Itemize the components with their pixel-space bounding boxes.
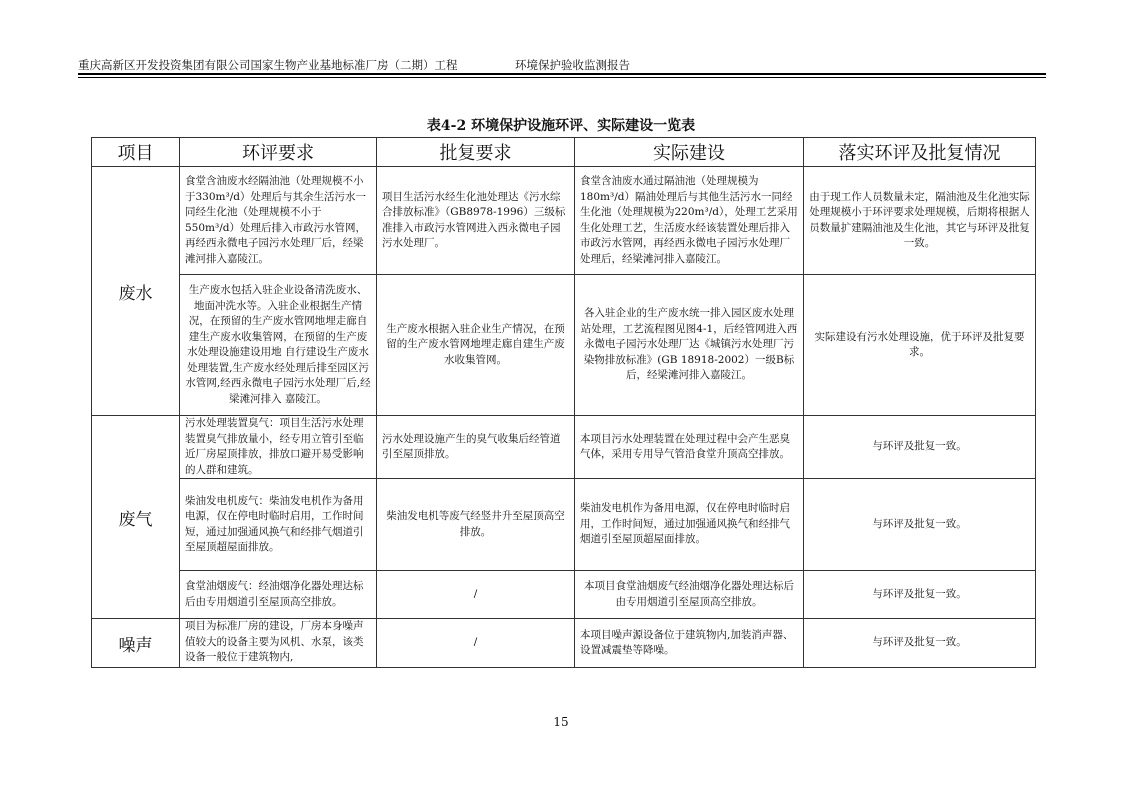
table-row <box>92 619 1036 668</box>
implementation-status-cell: 与环评及批复一致。 <box>804 571 1036 619</box>
actual-construction-cell: 食堂含油废水通过隔油池（处理规模为180m³/d）隔油处理后与其他生活污水一同经生化池（处理规模为220m³/d），处理工艺采用生化处理工艺，生活废水经该装置处理后排入市政污水管网，再经西永微电子园污水处理厂处理后，经梁滩河排入嘉陵江。 <box>575 167 804 275</box>
category-noise: 噪声 <box>92 619 180 668</box>
header-rule-thick <box>78 73 1046 75</box>
category-exhaust-gas: 废气 <box>92 416 180 619</box>
header-report-name: 环境保护验收监测报告 <box>515 58 630 72</box>
table-header-row <box>92 138 1036 167</box>
approval-requirement-cell: 柴油发电机等废气经竖井升至屋顶高空排放。 <box>377 479 575 571</box>
column-header-implementation-status: 落实环评及批复情况 <box>804 138 1036 167</box>
page-header <box>78 57 1046 73</box>
approval-requirement-cell: 生产废水根据入驻企业生产情况，在预留的生产废水管网地埋走廊自建生产废水收集管网。 <box>377 275 575 416</box>
category-wastewater: 废水 <box>92 167 180 416</box>
approval-requirement-cell: 项目生活污水经生化池处理达《污水综合排放标准》（GB8978-1996）三级标准排入市政污水管网进入西永微电子园污水处理厂。 <box>377 167 575 275</box>
table-row <box>92 479 1036 571</box>
approval-requirement-cell: 污水处理设施产生的臭气收集后经管道引至屋顶排放。 <box>377 416 575 479</box>
page-number: 15 <box>553 715 569 729</box>
actual-construction-cell: 各入驻企业的生产废水统一排入园区废水处理站处理，工艺流程图见图4-1，后经管网进入西永微电子园污水处理厂达《城镇污水处理厂污染物排放标准》(GB 18918-2002）一级B标后，经梁滩河排入嘉陵江。 <box>575 275 804 416</box>
approval-requirement-cell: / <box>377 619 575 668</box>
actual-construction-cell: 本项目食堂油烟废气经油烟净化器处理达标后由专用烟道引至屋顶高空排放。 <box>575 571 804 619</box>
eia-requirement-cell: 食堂油烟废气：经油烟净化器处理达标后由专用烟道引至屋顶高空排放。 <box>180 571 377 619</box>
environmental-facilities-table <box>91 137 1036 668</box>
implementation-status-cell: 与环评及批复一致。 <box>804 619 1036 668</box>
header-company-project: 重庆高新区开发投资集团有限公司国家生物产业基地标准厂房（二期）工程 <box>78 58 458 72</box>
column-header-approval-requirement: 批复要求 <box>377 138 575 167</box>
actual-construction-cell: 本项目污水处理装置在处理过程中会产生恶臭气体，采用专用导气管沿食堂升顶高空排放。 <box>575 416 804 479</box>
implementation-status-cell: 实际建设有污水处理设施，优于环评及批复要求。 <box>804 275 1036 416</box>
column-header-item: 项目 <box>92 138 180 167</box>
table-row <box>92 167 1036 275</box>
implementation-status-cell: 与环评及批复一致。 <box>804 416 1036 479</box>
approval-requirement-cell: / <box>377 571 575 619</box>
eia-requirement-cell: 食堂含油废水经隔油池（处理规模不小于330m³/d）处理后与其余生活污水一同经生化池（处理规模不小于550m³/d）处理后排入市政污水管网，再经西永微电子园污水处理厂后，经梁滩河排入嘉陵江。 <box>180 167 377 275</box>
eia-requirement-cell: 生产废水包括入驻企业设备清洗废水、地面冲洗水等。入驻企业根据生产情况，在预留的生产废水管网地埋走廊自建生产废水收集管网，在预留的生产废水处理设施建设用地 自行建设生产废水处理装置,生产废水经处理后排至园区污水管网,经西永微电子园污水处理厂后,经梁滩河排入 嘉陵江。 <box>180 275 377 416</box>
implementation-status-cell: 由于现工作人员数量未定，隔油池及生化池实际处理规模小于环评要求处理规模，后期将根据人员数量扩建隔油池及生化池，其它与环评及批复一致。 <box>804 167 1036 275</box>
column-header-eia-requirement: 环评要求 <box>180 138 377 167</box>
table-title: 表4-2 环境保护设施环评、实际建设一览表 <box>426 118 696 134</box>
implementation-status-cell: 与环评及批复一致。 <box>804 479 1036 571</box>
eia-requirement-cell: 污水处理装置臭气：项目生活污水处理装置臭气排放量小，经专用立管引至临近厂房屋顶排放，排放口避开易受影响的人群和建筑。 <box>180 416 377 479</box>
eia-requirement-cell: 柴油发电机废气：柴油发电机作为备用电源，仅在停电时临时启用，工作时间短，通过加强通风换气和经排气烟道引至屋顶超屋面排放。 <box>180 479 377 571</box>
table-row <box>92 571 1036 619</box>
header-rule-thin <box>78 77 1046 78</box>
column-header-actual-construction: 实际建设 <box>575 138 804 167</box>
actual-construction-cell: 柴油发电机作为备用电源，仅在停电时临时启用，工作时间短，通过加强通风换气和经排气烟道引至屋顶超屋面排放。 <box>575 479 804 571</box>
actual-construction-cell: 本项目噪声源设备位于建筑物内,加装消声器、设置减震垫等降噪。 <box>575 619 804 668</box>
table-row <box>92 416 1036 479</box>
eia-requirement-cell: 项目为标准厂房的建设，厂房本身噪声值较大的设备主要为风机、水泵，该类设备一般位于建筑物内, <box>180 619 377 668</box>
table-row <box>92 275 1036 416</box>
